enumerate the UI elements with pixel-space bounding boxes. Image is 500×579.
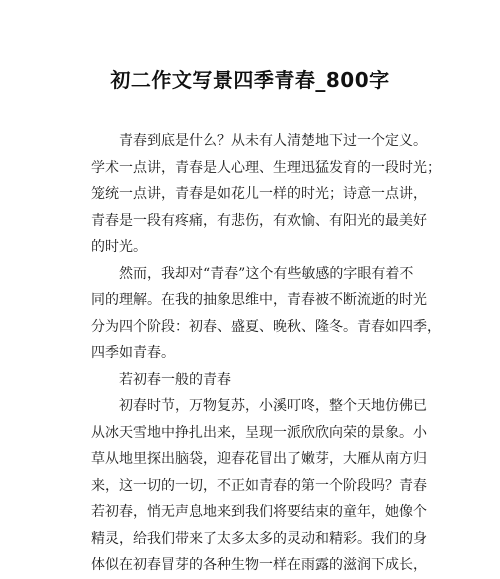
document-title: 初二作文写景四季青春_800字 [110, 68, 390, 92]
paragraph-line: 的时光。 [91, 239, 147, 255]
paragraph-line: 体似在初春冒芽的各种生物一样在雨露的滋润下成长， [91, 557, 427, 573]
paragraph-line: 然而，我却对“青春”这个有些敏感的字眼有着不 [119, 265, 414, 282]
paragraph-line: 精灵，给我们带来了太多太多的灵动和精彩。我们的身 [91, 530, 427, 547]
paragraph-line: 青春是一段有疼痛，有悲伤，有欢愉、有阳光的最美好 [91, 212, 427, 229]
paragraph-line: 青春到底是什么？从未有人清楚地下过一个定义。 [119, 133, 427, 149]
paragraph-line: 若初春，悄无声息地来到我们将要结束的童年，她像个 [91, 504, 427, 520]
paragraph-line: 来，这一切的一切，不正如青春的第一个阶段吗？青春 [91, 477, 427, 494]
paragraph-line: 分为四个阶段：初春、盛夏、晚秋、隆冬。青春如四季， [91, 318, 441, 335]
paragraph-line: 初春时节，万物复苏，小溪叮咚，整个天地仿佛已 [119, 398, 427, 414]
section-heading: 若初春一般的青春 [119, 371, 231, 388]
paragraph-line: 同的理解。在我的抽象思维中，青春被不断流逝的时光 [91, 292, 427, 308]
paragraph-line: 草从地里探出脑袋，迎春花冒出了嫩芽，大雁从南方归 [91, 451, 427, 467]
paragraph-line: 学术一点讲，青春是人心理、生理迅猛发育的一段时光； [91, 159, 441, 176]
paragraph-line: 四季如青春。 [91, 345, 175, 361]
paragraph-line: 从冰天雪地中挣扎出来，呈现一派欣欣向荣的景象。小 [91, 424, 427, 441]
paragraph-line: 笼统一点讲，青春是如花儿一样的时光；诗意一点讲， [91, 186, 427, 202]
document-body [91, 128, 441, 579]
